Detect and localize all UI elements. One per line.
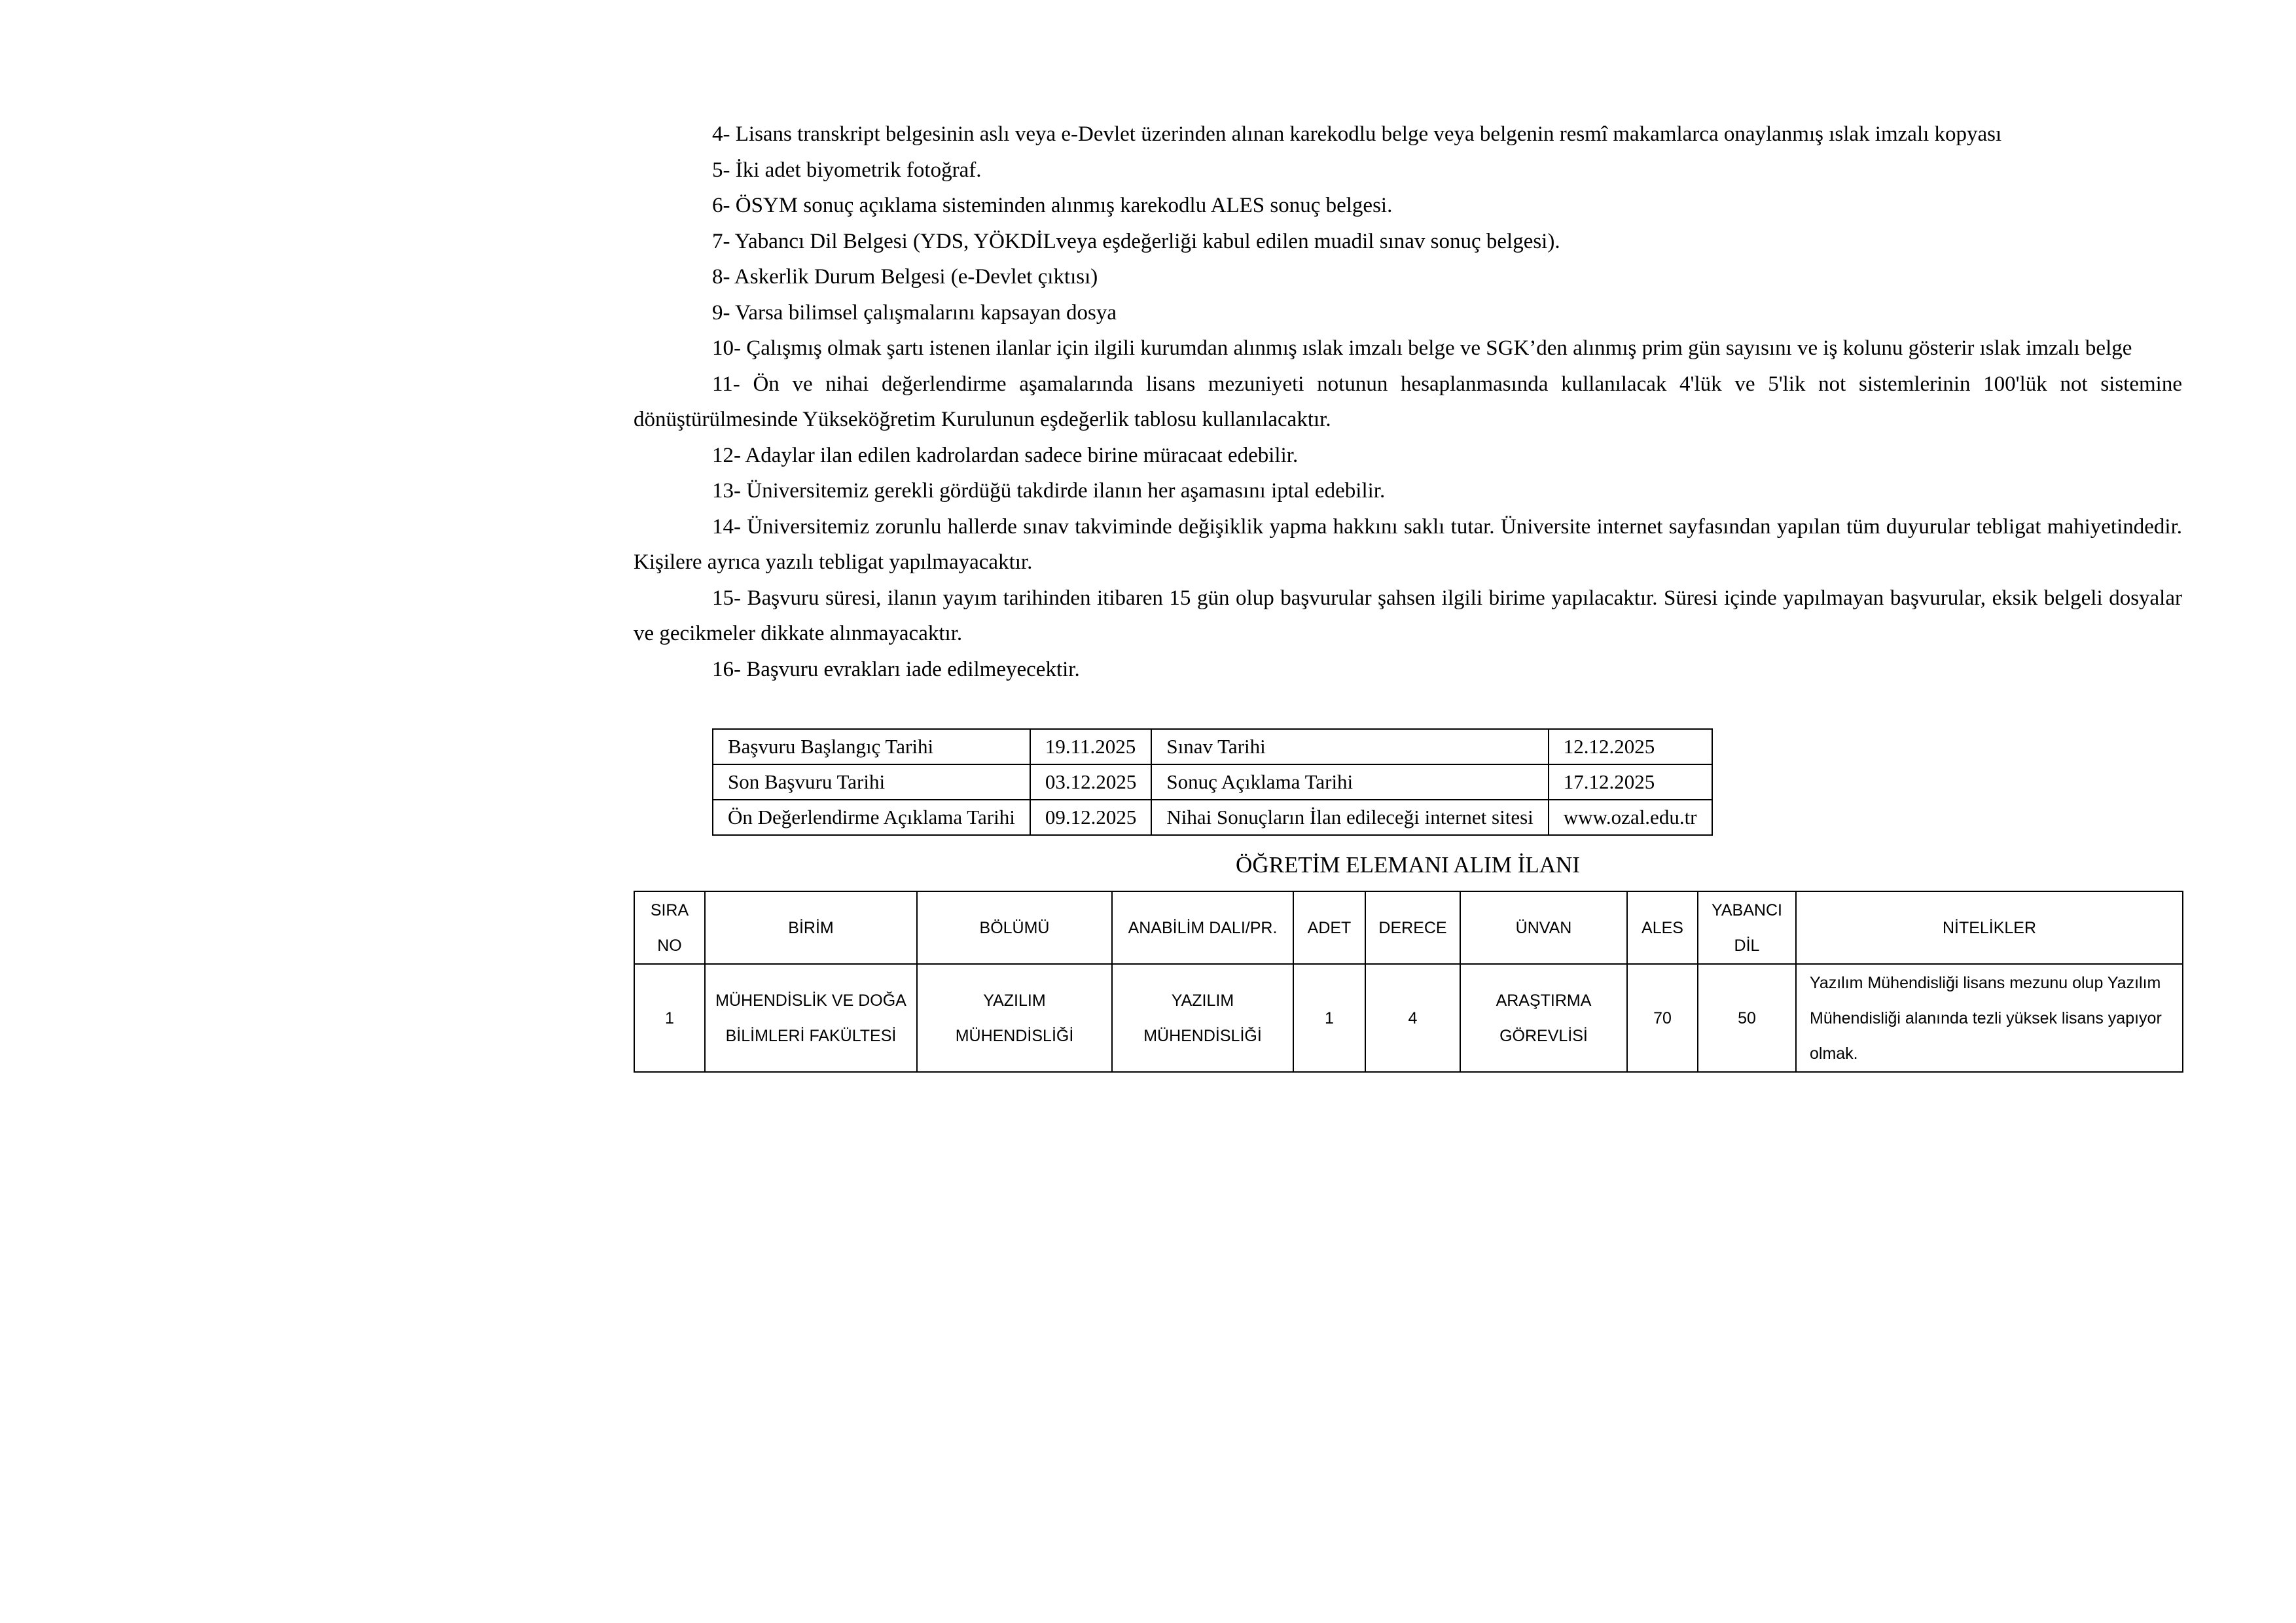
announcement-title: ÖĞRETİM ELEMANI ALIM İLANI [1236,852,1580,878]
dates-label: Başvuru Başlangıç Tarihi [713,729,1030,764]
header-sira-no: SIRA NO [634,891,705,964]
dates-value: 09.12.2025 [1030,800,1152,835]
dates-label: Nihai Sonuçların İlan edileceği internet sitesi [1151,800,1548,835]
dates-row [713,764,1712,800]
cell-birim: MÜHENDİSLİK VE DOĞA BİLİMLERİ FAKÜLTESİ [705,964,917,1072]
cell-ales: 70 [1627,964,1698,1072]
dates-label: Ön Değerlendirme Açıklama Tarihi [713,800,1030,835]
dates-label: Son Başvuru Tarihi [713,764,1030,800]
requirement-15: 15- Başvuru süresi, ilanın yayım tarihinden itibaren 15 gün olup başvurular şahsen ilgili birime yapılacaktır. Süresi içinde yapılmayan başvurular, eksik belgeli dosyalar ve gecikmeler dikkate alınmayacaktır. [634,586,2182,645]
header-anabilim: ANABİLİM DALI/PR. [1112,891,1293,964]
cell-anabilim: YAZILIM MÜHENDİSLİĞİ [1112,964,1293,1072]
dates-value: 19.11.2025 [1030,729,1152,764]
requirement-4: 4- Lisans transkript belgesinin aslı veya e-Devlet üzerinden alınan karekodlu belge veya belgenin resmî makamlarca onaylanmış ıslak imzalı kopyası [712,122,2002,146]
dates-value: 12.12.2025 [1549,729,1712,764]
cell-bolumu: YAZILIM MÜHENDİSLİĞİ [917,964,1112,1072]
dates-value: 17.12.2025 [1549,764,1712,800]
dates-row [713,800,1712,835]
requirement-14: 14- Üniversitemiz zorunlu hallerde sınav takviminde değişiklik yapma hakkını saklı tutar. Üniversite internet sayfasından yapılan tüm duyurular tebligat mahiyetindedir. Kişilere ayrıca yazılı tebligat yapılmayacaktır. [634,514,2182,574]
requirement-13: 13- Üniversitemiz gerekli gördüğü takdirde ilanın her aşamasını iptal edebilir. [712,479,1386,503]
header-yabanci-dil: YABANCI DİL [1698,891,1796,964]
dates-row [713,729,1712,764]
cell-adet: 1 [1293,964,1365,1072]
requirement-16: 16- Başvuru evrakları iade edilmeyecektir. [712,657,1080,681]
requirement-9: 9- Varsa bilimsel çalışmalarını kapsayan dosya [712,300,1117,325]
dates-label: Sonuç Açıklama Tarihi [1151,764,1548,800]
requirement-11: 11- Ön ve nihai değerlendirme aşamalarında lisans mezuniyeti notunun hesaplanmasında kullanılacak 4'lük ve 5'lik not sistemlerinin 100'lük not sistemine dönüştürülmesinde Yükseköğretim Kurulunun eşdeğerlik tablosu kullanılacaktır. [634,372,2182,431]
header-adet: ADET [1293,891,1365,964]
header-derece: DERECE [1365,891,1460,964]
website-link[interactable]: www.ozal.edu.tr [1549,800,1712,835]
header-ales: ALES [1627,891,1698,964]
positions-table [634,891,2183,1073]
cell-derece: 4 [1365,964,1460,1072]
header-unvan: ÜNVAN [1460,891,1627,964]
requirement-6: 6- ÖSYM sonuç açıklama sisteminden alınmış karekodlu ALES sonuç belgesi. [712,194,1393,217]
cell-yabanci-dil: 50 [1698,964,1796,1072]
header-birim: BİRİM [705,891,917,964]
dates-value: 03.12.2025 [1030,764,1152,800]
table-row [634,964,2183,1072]
requirement-12: 12- Adaylar ilan edilen kadrolardan sadece birine müracaat edebilir. [712,443,1299,467]
cell-nitelikler: Yazılım Mühendisliği lisans mezunu olup Yazılım Mühendisliği alanında tezli yüksek lisans yapıyor olmak. [1796,964,2183,1072]
dates-table [712,728,1713,836]
requirements-list [634,116,2182,687]
requirement-7: 7- Yabancı Dil Belgesi (YDS, YÖKDİLveya eşdeğerliği kabul edilen muadil sınav sonuç belgesi). [712,229,1560,253]
requirement-5: 5- İki adet biyometrik fotoğraf. [712,158,982,182]
header-bolumu: BÖLÜMÜ [917,891,1112,964]
requirement-10: 10- Çalışmış olmak şartı istenen ilanlar için ilgili kurumdan alınmış ıslak imzalı belge ve SGK’den alınmış prim gün sayısını ve iş kolunu gösterir ıslak imzalı belge [712,336,2132,360]
requirement-8: 8- Askerlik Durum Belgesi (e-Devlet çıktısı) [712,265,1098,289]
header-row [634,891,2183,964]
cell-sira: 1 [634,964,705,1072]
cell-unvan: ARAŞTIRMA GÖREVLİSİ [1460,964,1627,1072]
header-nitelikler: NİTELİKLER [1796,891,2183,964]
dates-label: Sınav Tarihi [1151,729,1548,764]
